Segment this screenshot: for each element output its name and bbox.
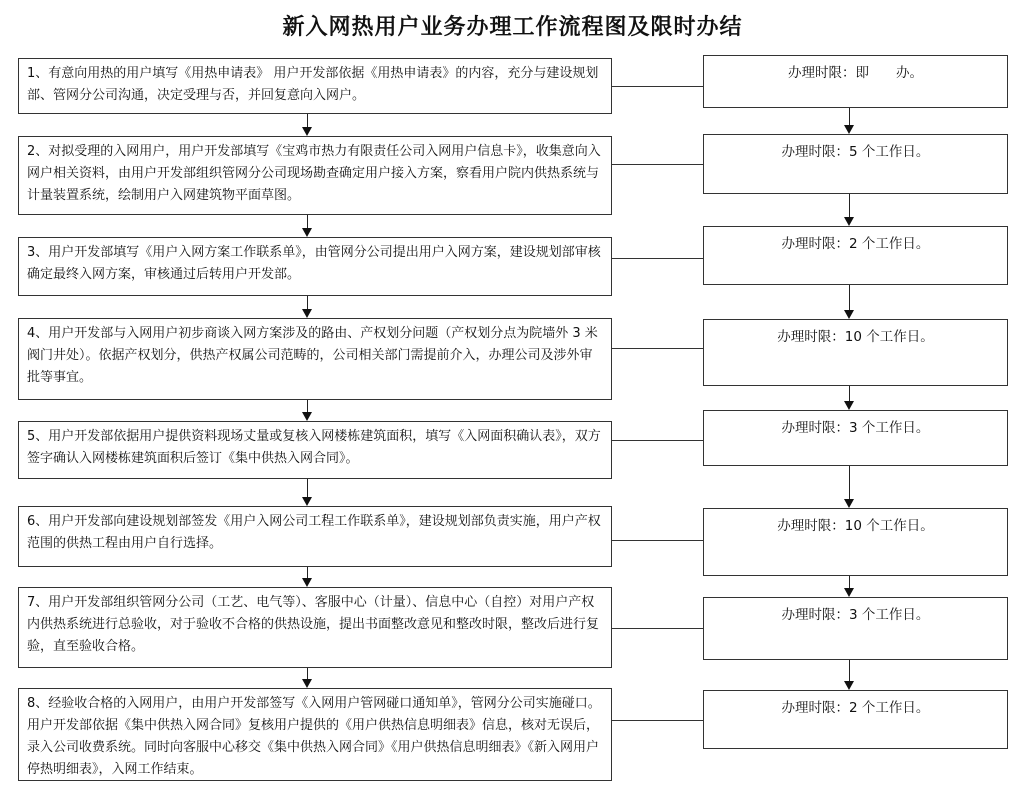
arrow-down-icon [844,125,854,134]
step-box: 3、用户开发部填写《用户入网方案工作联系单》，由管网分公司提出用户入网方案，建设规划部审核确定最终入网方案，审核通过后转用户开发部。 [18,237,612,296]
arrow-down-icon [302,578,312,587]
time-limit-box: 办理时限：10 个工作日。 [703,508,1008,576]
arrow-down-icon [302,497,312,506]
time-limit-box: 办理时限：即 办。 [703,55,1008,108]
step-box: 1、有意向用热的用户填写《用热申请表》 用户开发部依据《用热申请表》的内容，充分与建设规划部、管网分公司沟通，决定受理与否，并回复意向入网户。 [18,58,612,114]
time-flow-line [849,466,850,499]
time-flow-line [849,576,850,588]
arrow-down-icon [302,679,312,688]
connector-line [612,540,703,541]
flow-line [307,479,308,497]
step-box: 8、经验收合格的入网用户，由用户开发部签写《入网用户管网碰口通知单》，管网分公司实施碰口。用户开发部依据《集中供热入网合同》复核用户提供的《用户供热信息明细表》信息，核对无误后，录入公司收费系统。同时向客服中心移交《集中供热入网合同》《用户供热信息明细表》《新入网用户停热明细表》，入网工作结束。 [18,688,612,781]
connector-line [612,720,703,721]
arrow-down-icon [844,499,854,508]
step-box: 6、用户开发部向建设规划部签发《用户入网公司工程工作联系单》，建设规划部负责实施，用户产权范围的供热工程由用户自行选择。 [18,506,612,567]
step-box: 4、用户开发部与入网用户初步商谈入网方案涉及的路由、产权划分问题（产权划分点为院墙外 3 米阀门井处）。依据产权划分，供热产权属公司范畴的，公司相关部门需提前介入，办理公司及涉外审批等事宜。 [18,318,612,400]
arrow-down-icon [844,681,854,690]
arrow-down-icon [302,228,312,237]
time-limit-box: 办理时限：5 个工作日。 [703,134,1008,194]
time-flow-line [849,108,850,125]
flow-line [307,668,308,679]
time-flow-line [849,194,850,217]
arrow-down-icon [302,412,312,421]
arrow-down-icon [844,310,854,319]
arrow-down-icon [302,127,312,136]
flow-line [307,400,308,412]
time-limit-box: 办理时限：3 个工作日。 [703,410,1008,466]
arrow-down-icon [844,588,854,597]
step-box: 5、用户开发部依据用户提供资料现场丈量或复核入网楼栋建筑面积，填写《入网面积确认表》，双方签字确认入网楼栋建筑面积后签订《集中供热入网合同》。 [18,421,612,479]
time-limit-box: 办理时限：2 个工作日。 [703,226,1008,285]
connector-line [612,258,703,259]
flow-line [307,296,308,309]
step-box: 7、用户开发部组织管网分公司（工艺、电气等）、客服中心（计量）、信息中心（自控）对用户产权内供热系统进行总验收，对于验收不合格的供热设施，提出书面整改意见和整改时限，整改后进行复验，直至验收合格。 [18,587,612,668]
time-flow-line [849,386,850,401]
time-flow-line [849,285,850,310]
arrow-down-icon [844,217,854,226]
step-box: 2、对拟受理的入网用户，用户开发部填写《宝鸡市热力有限责任公司入网用户信息卡》，收集意向入网户相关资料，由用户开发部组织管网分公司现场勘查确定用户接入方案，察看用户院内供热系统与计量装置系统，绘制用户入网建筑物平面草图。 [18,136,612,215]
time-limit-box: 办理时限：10 个工作日。 [703,319,1008,386]
arrow-down-icon [844,401,854,410]
flow-line [307,114,308,127]
arrow-down-icon [302,309,312,318]
time-limit-box: 办理时限：3 个工作日。 [703,597,1008,660]
connector-line [612,440,703,441]
page-title: 新入网热用户业务办理工作流程图及限时办结 [282,14,743,40]
time-flow-line [849,660,850,681]
connector-line [612,348,703,349]
connector-line [612,164,703,165]
connector-line [612,86,703,87]
flow-line [307,215,308,228]
time-limit-box: 办理时限：2 个工作日。 [703,690,1008,749]
flow-line [307,567,308,578]
connector-line [612,628,703,629]
